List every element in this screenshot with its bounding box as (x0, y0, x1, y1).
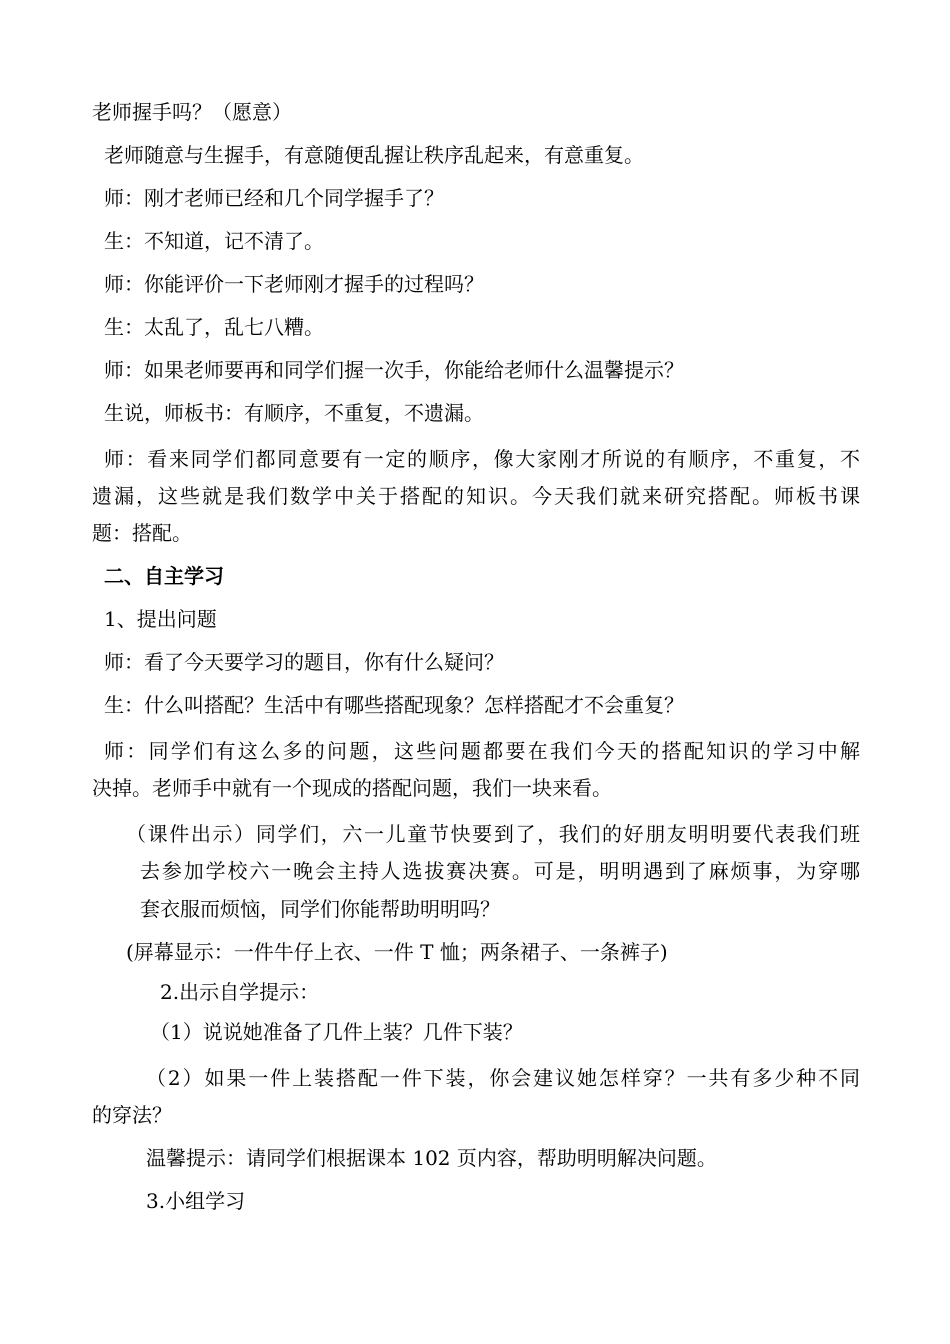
text-line: 生：太乱了，乱七八糟。 (104, 315, 324, 339)
text-line: 老师随意与生握手，有意随便乱握让秩序乱起来，有意重复。 (104, 143, 644, 167)
text-line: 决掉。老师手中就有一个现成的搭配问题，我们一块来看。 (92, 776, 612, 800)
text-line: 套衣服而烦恼，同学们你能帮助明明吗？ (140, 897, 500, 921)
text-line: 题：搭配。 (92, 521, 192, 545)
text-line: 3.小组学习 (146, 1189, 246, 1213)
text-line: （课件出示）同学们，六一儿童节快要到了，我们的好朋友明明要代表我们班 (126, 822, 860, 846)
text-line: (屏幕显示：一件牛仔上衣、一件 T 恤；两条裙子、一条裤子) (126, 940, 668, 964)
text-line: 生：不知道，记不清了。 (104, 229, 324, 253)
text-line: （1）说说她准备了几件上装？几件下装？ (150, 1020, 523, 1044)
text-line: 去参加学校六一晚会主持人选拔赛决赛。可是，明明遇到了麻烦事，为穿哪 (140, 859, 860, 883)
text-line: 师：刚才老师已经和几个同学握手了？ (104, 186, 444, 210)
section-heading: 二、自主学习 (104, 564, 224, 588)
text-line: 老师握手吗？（愿意） (92, 100, 292, 124)
subsection-heading: 1、提出问题 (104, 607, 217, 631)
text-line: 2.出示自学提示： (160, 980, 320, 1004)
text-line: 师：看来同学们都同意要有一定的顺序，像大家刚才所说的有顺序，不重复，不 (104, 447, 860, 471)
text-line: 遗漏，这些就是我们数学中关于搭配的知识。今天我们就来研究搭配。师板书课 (92, 484, 860, 508)
text-line: 的穿法？ (92, 1103, 172, 1127)
text-line: （2）如果一件上装搭配一件下装，你会建议她怎样穿？一共有多少种不同 (146, 1066, 860, 1090)
text-line: 师：同学们有这么多的问题，这些问题都要在我们今天的搭配知识的学习中解 (104, 739, 860, 763)
text-line: 生说，师板书：有顺序，不重复，不遗漏。 (104, 401, 484, 425)
text-line: 师：如果老师要再和同学们握一次手，你能给老师什么温馨提示？ (104, 358, 684, 382)
text-line: 师：你能评价一下老师刚才握手的过程吗？ (104, 272, 484, 296)
text-line: 师：看了今天要学习的题目，你有什么疑问？ (104, 650, 504, 674)
text-line: 生：什么叫搭配？生活中有哪些搭配现象？怎样搭配才不会重复？ (104, 693, 684, 717)
text-line: 温馨提示：请同学们根据课本 102 页内容，帮助明明解决问题。 (146, 1146, 717, 1170)
